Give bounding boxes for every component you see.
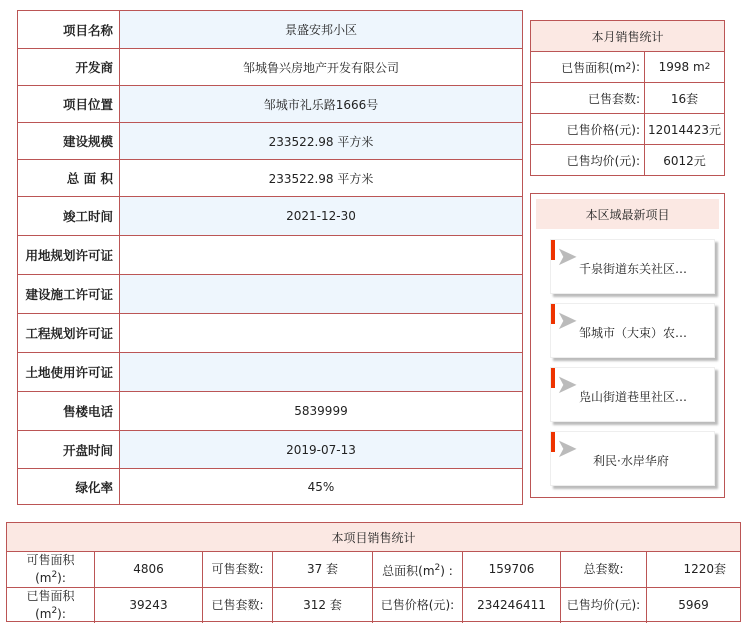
avail-sets-label: 可售套数: <box>203 552 273 587</box>
row-total-area <box>18 159 522 196</box>
sold-area-label-end: ): <box>57 607 66 621</box>
monthly-sales-panel <box>530 20 725 176</box>
newest-project-link[interactable]: 邹城市（大束）农… <box>579 326 688 340</box>
label-completion: 竣工时间 <box>18 197 120 235</box>
month-area-value-sup: 2 <box>704 62 711 72</box>
value-land-plan-permit <box>120 236 522 274</box>
row-land-use-permit <box>18 352 522 391</box>
row-land-plan-permit <box>18 235 522 274</box>
label-total-area: 总 面 积 <box>18 160 120 196</box>
label-developer: 开发商 <box>18 49 120 85</box>
sold-area-label-unit: (m <box>35 607 52 621</box>
month-sets-label: 已售套数: <box>531 83 645 113</box>
label-land-use-permit: 土地使用许可证 <box>18 353 120 391</box>
sold-area-value: 39243 <box>95 588 203 623</box>
month-area-row <box>531 52 724 83</box>
month-sets-value: 16套 <box>670 91 699 106</box>
avail-area-label-unit: (m <box>35 571 52 585</box>
row-developer <box>18 48 522 85</box>
monthly-sales-title: 本月销售统计 <box>531 21 724 52</box>
total-sets-label: 总套数: <box>561 552 647 587</box>
value-project-name: 景盛安邦小区 <box>120 11 522 48</box>
month-area-value <box>645 52 724 82</box>
newest-projects-panel <box>530 193 725 498</box>
avail-area-label-end: ): <box>57 571 66 585</box>
row-sales-phone <box>18 391 522 430</box>
value-location: 邹城市礼乐路1666号 <box>120 86 522 122</box>
avail-area-value: 4806 <box>95 552 203 587</box>
newest-project-link[interactable]: 凫山街道巷里社区… <box>579 390 688 404</box>
sold-price-value: 234246411 <box>463 588 561 623</box>
value-build-scale: 233522.98 平方米 <box>120 123 522 159</box>
avail-area-label-text: 可售面积 <box>26 553 75 567</box>
month-area-label-end: ): <box>631 60 640 74</box>
total-area-value: 159706 <box>463 552 561 587</box>
month-price-value: 12014423元 <box>647 122 722 137</box>
cursor-arrow-icon: ➤ <box>556 242 578 272</box>
month-area-value-text: 1998 m <box>658 60 705 74</box>
project-sales-panel <box>6 522 741 622</box>
sold-area-label-text: 已售面积 <box>26 589 75 603</box>
project-sales-title: 本项目销售统计 <box>7 523 740 552</box>
avail-sets-value: 37 套 <box>273 552 373 587</box>
sold-area-label-sup: 2 <box>51 606 58 616</box>
label-sales-phone: 售楼电话 <box>18 392 120 430</box>
month-area-label-sup: 2 <box>625 62 632 72</box>
total-area-label <box>373 552 463 587</box>
newest-project-card[interactable] <box>550 431 715 486</box>
row-location <box>18 85 522 122</box>
sold-sets-value: 312 套 <box>273 588 373 623</box>
row-greening-rate <box>18 468 522 504</box>
avail-area-label <box>7 552 95 587</box>
month-area-label <box>531 52 645 82</box>
label-location: 项目位置 <box>18 86 120 122</box>
value-greening-rate: 45% <box>307 479 335 494</box>
label-project-name: 项目名称 <box>18 11 120 48</box>
value-engineering-permit <box>120 314 522 352</box>
value-land-use-permit <box>120 353 522 391</box>
row-completion <box>18 196 522 235</box>
value-completion: 2021-12-30 <box>120 197 522 235</box>
project-stats-row-sold <box>7 587 740 623</box>
cursor-arrow-icon: ➤ <box>556 370 578 400</box>
sold-avg-label: 已售均价(元): <box>561 588 647 623</box>
label-construction-permit: 建设施工许可证 <box>18 275 120 313</box>
label-opening-date: 开盘时间 <box>18 431 120 468</box>
sold-area-label <box>7 588 95 623</box>
label-greening-rate: 绿化率 <box>18 469 120 504</box>
project-stats-row-available <box>7 552 740 587</box>
newest-project-link[interactable]: 利民·水岸华府 <box>593 454 669 468</box>
row-project-name <box>18 11 522 48</box>
project-info-table <box>17 10 523 505</box>
month-avg-value: 6012元 <box>663 154 706 168</box>
value-sales-phone: 5839999 <box>294 404 348 418</box>
label-engineering-permit: 工程规划许可证 <box>18 314 120 352</box>
total-area-label-sup: 2 <box>434 562 441 573</box>
avail-area-label-sup: 2 <box>51 570 58 580</box>
month-price-row <box>531 114 724 145</box>
newest-projects-title: 本区域最新项目 <box>536 199 719 229</box>
row-engineering-permit <box>18 313 522 352</box>
month-avg-row <box>531 145 724 176</box>
label-land-plan-permit: 用地规划许可证 <box>18 236 120 274</box>
month-avg-label: 已售均价(元): <box>531 145 645 176</box>
cursor-arrow-icon: ➤ <box>556 434 578 464</box>
row-construction-permit <box>18 274 522 313</box>
sold-sets-label: 已售套数: <box>203 588 273 623</box>
total-sets-value: 1220套 <box>683 562 726 576</box>
row-opening-date <box>18 430 522 468</box>
sold-price-label: 已售价格(元): <box>373 588 463 623</box>
sold-avg-value: 5969 <box>678 598 709 612</box>
value-construction-permit <box>120 275 522 313</box>
total-area-label-end: ) : <box>440 563 453 578</box>
month-price-label: 已售价格(元): <box>531 114 645 144</box>
month-area-label-text: 已售面积(m <box>561 60 626 75</box>
cursor-arrow-icon: ➤ <box>556 306 578 336</box>
value-total-area: 233522.98 平方米 <box>268 171 374 186</box>
newest-project-card[interactable] <box>550 303 715 358</box>
newest-project-link[interactable]: 千泉街道东关社区… <box>579 262 688 276</box>
newest-project-card[interactable] <box>550 239 715 294</box>
newest-project-card[interactable] <box>550 367 715 422</box>
label-build-scale: 建设规模 <box>18 123 120 159</box>
value-opening-date: 2019-07-13 <box>120 431 522 468</box>
total-area-label-text: 总面积(m <box>382 563 435 578</box>
row-build-scale <box>18 122 522 159</box>
value-developer: 邹城鲁兴房地产开发有限公司 <box>242 60 399 75</box>
month-sets-row <box>531 83 724 114</box>
